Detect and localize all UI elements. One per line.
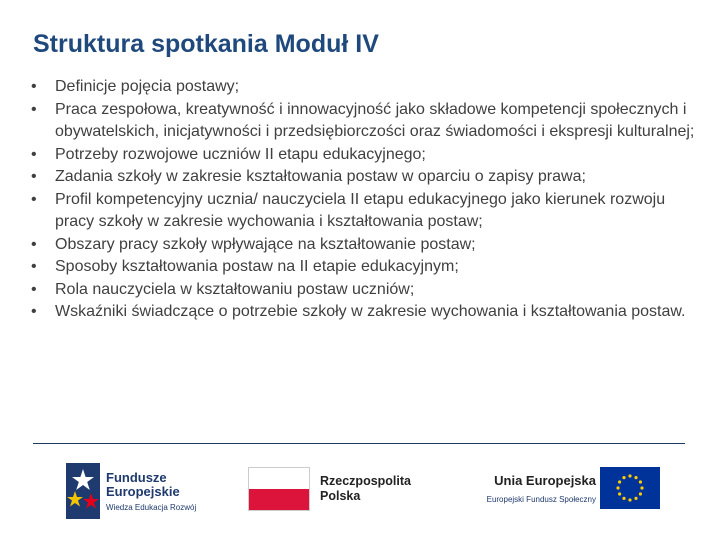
list-item xyxy=(31,189,701,234)
slide-title: Struktura spotkania Moduł IV xyxy=(33,30,379,58)
bullet-text: Rola nauczyciela w kształtowaniu postaw uczniów; xyxy=(55,280,415,298)
list-item xyxy=(31,99,701,144)
rp-line2: Polska xyxy=(320,489,361,503)
ue-text xyxy=(487,473,596,507)
list-item xyxy=(31,166,701,189)
bullet-text: Potrzeby rozwojowe uczniów II etapu edukacyjnego; xyxy=(55,145,426,163)
list-item xyxy=(31,76,701,99)
ue-subtitle: Europejski Fundusz Społeczny xyxy=(486,495,596,504)
fe-text xyxy=(106,471,196,515)
bullet-marker: • xyxy=(31,235,37,253)
fundusze-europejskie-logo xyxy=(66,463,226,519)
bullet-text: Praca zespołowa, kreatywność i innowacyjność jako składowe kompetencji społecznych i obywatelskich, inicjatywności i przedsiębiorczości oraz świadomości i ekspresji kulturalnej; xyxy=(55,100,695,140)
rp-line1: Rzeczpospolita xyxy=(320,474,411,488)
bullet-text: Wskaźniki świadczące o potrzebie szkoły w zakresie wychowania i kształtowania postaw. xyxy=(55,303,686,320)
polish-flag-icon xyxy=(248,467,310,511)
rzeczpospolita-polska-logo xyxy=(248,467,438,513)
bullet-list xyxy=(31,76,701,324)
list-item xyxy=(31,279,701,302)
footer-divider xyxy=(33,443,685,444)
unia-europejska-logo xyxy=(460,467,660,513)
bullet-marker: • xyxy=(31,303,37,320)
bullet-marker: • xyxy=(31,100,37,118)
bullet-text: Profil kompetencyjny ucznia/ nauczyciela II etapu edukacyjnego jako kierunek rozwoju pracy szkoły w zakresie wychowania i kształtowania postaw; xyxy=(55,190,666,230)
eu-flag-icon xyxy=(600,467,660,509)
bullet-marker: • xyxy=(31,258,37,275)
bullet-marker: • xyxy=(31,145,37,163)
list-item xyxy=(31,301,701,324)
bullet-marker: • xyxy=(31,280,37,298)
fe-subtitle: Wiedza Edukacja Rozwój xyxy=(106,503,197,512)
ue-name: Unia Europejska xyxy=(494,473,596,488)
list-item xyxy=(31,234,701,257)
bullet-text: Obszary pracy szkoły wpływające na kształtowanie postaw; xyxy=(55,235,476,253)
list-item xyxy=(31,144,701,167)
fe-name-line2: Europejskie xyxy=(106,484,180,499)
bullet-text: Zadania szkoły w zakresie kształtowania postaw w oparciu o zapisy prawa; xyxy=(55,168,586,185)
fe-name-line1: Fundusze xyxy=(106,470,167,485)
bullet-marker: • xyxy=(31,168,37,185)
bullet-marker: • xyxy=(31,78,37,95)
bullet-text: Sposoby kształtowania postaw na II etapie edukacyjnym; xyxy=(55,258,459,275)
fe-star-icon xyxy=(66,463,100,519)
bullet-marker: • xyxy=(31,190,37,208)
footer-logos xyxy=(0,455,720,525)
list-item xyxy=(31,256,701,279)
bullet-text: Definicje pojęcia postawy; xyxy=(55,78,240,95)
rp-text xyxy=(320,474,411,504)
